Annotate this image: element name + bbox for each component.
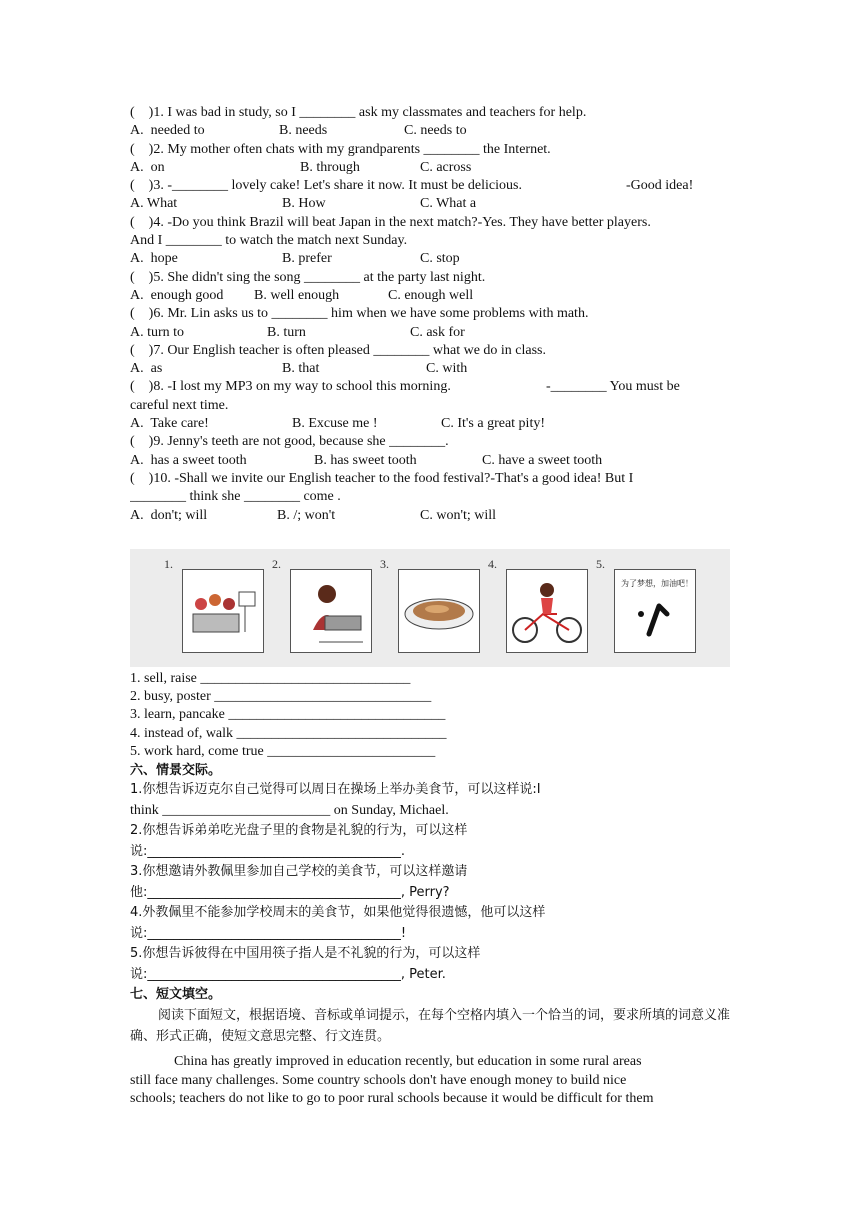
question-1: ( )1. I was bad in study, so I ________ ask my classmates and teachers for help. (130, 105, 587, 120)
option-c: C. won't; will (420, 507, 497, 523)
picture-panel-poster (290, 569, 372, 653)
passage-line-1: China has greatly improved in education recently, but education in some rural areas (174, 1054, 642, 1070)
picture-panel-dream (614, 569, 696, 653)
situation-2-prompt: 2.你想告诉弟弟吃光盘子里的食物是礼貌的行为，可以这样 (130, 823, 468, 839)
question-4-options (130, 250, 730, 268)
picture-panel-sale (182, 569, 264, 653)
situation-5-prompt: 5.你想告诉彼得在中国用筷子指人是不礼貌的行为，可以这样 (130, 946, 481, 962)
option-b: B. through (300, 159, 360, 175)
option-a: A. on (130, 159, 165, 175)
question-6-options (130, 324, 730, 342)
option-a: A. hope (130, 251, 178, 267)
section-6-title: 六、情景交际。 (130, 763, 222, 779)
situation-5-answer[interactable]: 说:_______________________________________, Peter. (130, 966, 446, 982)
question-7-options (130, 360, 730, 378)
picture-panel-pancake (398, 569, 480, 653)
situation-2-answer[interactable]: 说:_______________________________________. (130, 843, 406, 859)
option-a: A. enough good (130, 287, 224, 303)
question-10-options (130, 507, 730, 525)
option-a: A. What (130, 196, 178, 212)
option-a: A. don't; will (130, 507, 208, 523)
option-c: C. needs to (404, 123, 467, 139)
pancake-plate-icon (399, 570, 479, 652)
bicycle-rider-icon (507, 570, 587, 652)
situation-4-answer[interactable]: 说:_______________________________________! (130, 925, 407, 941)
writing-item-4[interactable]: 4. instead of, walk ______________________________ (130, 725, 447, 741)
question-6: ( )6. Mr. Lin asks us to ________ him when we have some problems with math. (130, 306, 589, 322)
situation-3-prompt: 3.你想邀请外教佩里参加自己学校的美食节，可以这样邀请 (130, 864, 468, 880)
option-a: A. has a sweet tooth (130, 452, 247, 468)
question-8-response: -________ You must be (546, 379, 680, 395)
panel-number: 4. (488, 556, 497, 571)
situation-4-prompt: 4.外教佩里不能参加学校周末的美食节，如果他觉得很遗憾，他可以这样 (130, 905, 546, 921)
question-9: ( )9. Jenny's teeth are not good, because she ________. (130, 434, 449, 450)
option-c: C. with (426, 361, 468, 377)
picture-panel-bicycle (506, 569, 588, 653)
section-7-title: 七、短文填空。 (130, 987, 222, 1003)
students-selling-icon (183, 570, 263, 652)
option-c: C. ask for (410, 324, 465, 340)
question-2-options (130, 159, 730, 177)
option-b: B. well enough (254, 287, 340, 303)
question-2: ( )2. My mother often chats with my grandparents ________ the Internet. (130, 141, 551, 157)
writing-item-1[interactable]: 1. sell, raise ______________________________ (130, 670, 411, 686)
option-b: B. How (282, 196, 326, 212)
worksheet-page (130, 104, 730, 1108)
section-5-title (130, 525, 730, 545)
question-9-options (130, 452, 730, 470)
passage-line-3: schools; teachers do not like to go to poor rural schools because it would be difficult for them (130, 1090, 654, 1106)
question-1-options (130, 122, 730, 140)
option-c: C. have a sweet tooth (482, 452, 603, 468)
situation-3-answer[interactable]: 他:_______________________________________, Perry? (130, 884, 450, 900)
question-4: ( )4. -Do you think Brazil will beat Japan in the next match?-Yes. They have better players. (130, 214, 651, 230)
option-b: B. turn (267, 324, 306, 340)
question-8 (130, 378, 730, 396)
question-10-continued: ________ think she ________ come . (130, 489, 341, 505)
option-c: C. across (420, 159, 472, 175)
question-4-continued: And I ________ to watch the match next Sunday. (130, 233, 408, 249)
option-b: B. needs (279, 123, 328, 139)
writing-item-2[interactable]: 2. busy, poster _______________________________ (130, 689, 432, 705)
writing-item-5[interactable]: 5. work hard, come true ________________________ (130, 744, 436, 760)
option-c: C. What a (420, 196, 477, 212)
panel-number: 2. (272, 556, 281, 571)
question-5-options (130, 287, 730, 305)
question-8-options (130, 415, 730, 433)
panel-number: 5. (596, 556, 605, 571)
panel-number: 3. (380, 556, 389, 571)
question-10: ( )10. -Shall we invite our English teacher to the food festival?-That's a good idea! But I (130, 470, 634, 486)
writing-item-3[interactable]: 3. learn, pancake _______________________________ (130, 707, 446, 723)
option-b: B. has sweet tooth (314, 452, 417, 468)
option-a: A. turn to (130, 324, 185, 340)
panel-number: 1. (164, 556, 173, 571)
question-3-response: -Good idea! (626, 178, 694, 194)
question-3-options (130, 195, 730, 213)
situation-1-answer[interactable]: think ________________________ on Sunday, Michael. (130, 802, 449, 818)
question-8-continued: careful next time. (130, 397, 229, 413)
question-5: ( )5. She didn't sing the song ________ at the party last night. (130, 269, 486, 285)
option-c: C. stop (420, 251, 460, 267)
option-a: A. as (130, 361, 163, 377)
passage-line-2: still face many challenges. Some country schools don't have enough money to build nice (130, 1072, 627, 1088)
section-7-instruction: 阅读下面短文，根据语境、音标或单词提示，在每个空格内填入一个恰当的词，要求所填的词意义准确、形式正确，使短文意思完整、行文连贯。 (130, 1008, 731, 1045)
picture-strip (130, 549, 730, 667)
option-b: B. that (282, 361, 320, 377)
person-at-desk-icon (291, 570, 371, 652)
option-a: A. Take care! (130, 416, 209, 432)
option-a: A. needed to (130, 123, 205, 139)
option-c: C. It's a great pity! (441, 416, 545, 432)
question-8-text: ( )8. -I lost my MP3 on my way to school this morning. (130, 379, 451, 395)
question-3 (130, 177, 730, 195)
question-7: ( )7. Our English teacher is often pleased ________ what we do in class. (130, 342, 547, 358)
situation-1-prompt: 1.你想告诉迈克尔自己觉得可以周日在操场上举办美食节，可以这样说:I (130, 782, 541, 798)
panel-caption: 为了梦想，加油吧！ (621, 578, 693, 588)
option-b: B. /; won't (277, 507, 336, 523)
question-3-text: ( )3. -________ lovely cake! Let's share it now. It must be delicious. (130, 178, 522, 194)
option-b: B. Excuse me ! (292, 416, 378, 432)
option-b: B. prefer (282, 251, 332, 267)
option-c: C. enough well (388, 287, 474, 303)
